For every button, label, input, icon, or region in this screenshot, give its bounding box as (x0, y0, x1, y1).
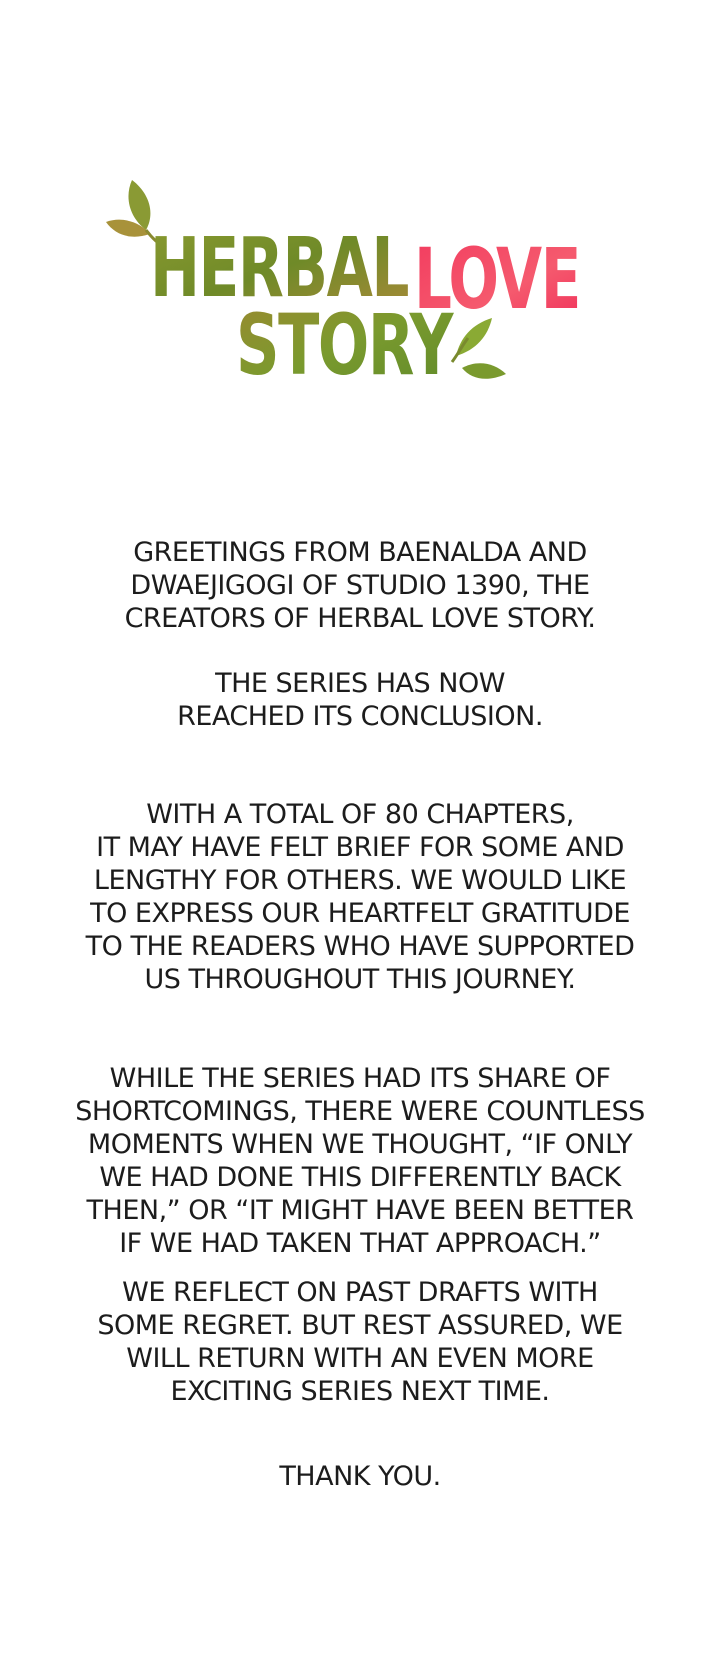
greeting-paragraph: GREETINGS FROM BAENALDA AND DWAEJIGOGI OF STUDIO 1390, THE CREATORS OF HERBAL LOVE STORY. (124, 537, 596, 634)
logo-word-story: STORY (236, 296, 455, 394)
reflection-paragraph: WE REFLECT ON PAST DRAFTS WITH SOME REGRET. BUT REST ASSURED, WE WILL RETURN WITH AN EVEN MORE EXCITING SERIES NEXT TIME. (97, 1277, 623, 1407)
series-logo (100, 178, 620, 408)
gratitude-paragraph: WITH A TOTAL OF 80 CHAPTERS, IT MAY HAVE FELT BRIEF FOR SOME AND LENGTHY FOR OTHERS. WE WOULD LIKE TO EXPRESS OUR HEARTFELT GRATITUDE TO THE READERS WHO HAVE SUPPORTED US THROUGHOUT THIS JOURNEY. (85, 799, 635, 995)
logo-word-herbal: HERBAL (150, 221, 409, 316)
logo-graphic (100, 178, 620, 408)
shortcomings-paragraph: WHILE THE SERIES HAD ITS SHARE OF SHORTCOMINGS, THERE WERE COUNTLESS MOMENTS WHEN WE THOUGHT, “IF ONLY WE HAD DONE THIS DIFFERENTLY BACK THEN,” OR “IT MIGHT HAVE BEEN BETTER IF WE HAD TAKEN THAT APPROACH.” (75, 1063, 645, 1259)
thank-you-text: THANK YOU. (279, 1461, 441, 1492)
conclusion-paragraph: THE SERIES HAS NOW REACHED ITS CONCLUSION. (177, 668, 543, 732)
logo-word-love: LOVE (414, 230, 580, 328)
